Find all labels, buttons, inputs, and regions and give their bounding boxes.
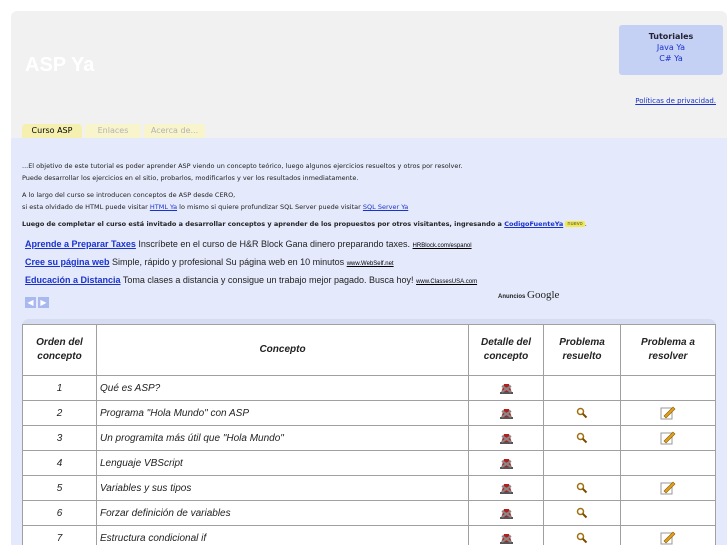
prev-arrow-icon[interactable]: ◀ [25, 297, 36, 308]
html-ya-link[interactable]: HTML Ya [149, 203, 178, 211]
detail-cell[interactable] [469, 451, 544, 476]
row-concept: Un programita más útil que "Hola Mundo" [97, 426, 469, 451]
header [11, 11, 727, 124]
intro-line-1: ...El objetivo de este tutorial es poder aprender ASP viendo un concepto teórico, luego algunos ejercicios resueltos y otros por resolver. [22, 162, 463, 170]
detail-cell[interactable] [469, 376, 544, 401]
intro-line-5-pre: Luego de completar el curso está invitado a desarrollar conceptos y aprender de los propuestos por otros visitantes, ingresando a [22, 220, 505, 228]
intro-line-4-mid: lo mismo si quiere profundizar SQL Server puede visitar [177, 203, 363, 211]
ad-3-title[interactable]: Educación a Distancia [25, 275, 121, 285]
intro-line-4-pre: si esta olvidado de HTML puede visitar [22, 203, 150, 211]
red-hat-icon[interactable] [498, 458, 515, 469]
red-hat-icon[interactable] [498, 408, 515, 419]
privacy-link[interactable]: Políticas de privacidad. [635, 97, 716, 105]
solved-cell[interactable] [544, 526, 621, 545]
row-number: 6 [23, 501, 97, 526]
detail-cell[interactable] [469, 476, 544, 501]
ad-2-title[interactable]: Cree su página web [25, 257, 110, 267]
red-hat-icon[interactable] [498, 433, 515, 444]
magnifier-icon[interactable] [576, 508, 588, 519]
row-number: 4 [23, 451, 97, 476]
row-concept: Variables y sus tipos [97, 476, 469, 501]
header-detalle: Detalle del concepto [469, 325, 544, 376]
tab-acerca-de[interactable]: Acerca de... [144, 124, 205, 138]
row-concept: Qué es ASP? [97, 376, 469, 401]
solved-cell[interactable] [544, 401, 621, 426]
table-row [23, 451, 716, 476]
magnifier-icon[interactable] [576, 533, 588, 544]
todo-cell [621, 451, 716, 476]
content-area [11, 138, 727, 545]
todo-cell[interactable] [621, 426, 716, 451]
table-row [23, 401, 716, 426]
tutorials-box [619, 25, 723, 75]
table-row [23, 426, 716, 451]
table-body [23, 376, 716, 545]
pencil-paper-icon[interactable] [659, 408, 677, 419]
ads-label: Anuncios [498, 294, 528, 300]
todo-cell [621, 376, 716, 401]
concepts-table [22, 324, 716, 545]
ad-1-title[interactable]: Aprende a Preparar Taxes [25, 239, 136, 249]
red-hat-icon[interactable] [498, 483, 515, 494]
pencil-paper-icon[interactable] [659, 533, 677, 544]
red-hat-icon[interactable] [498, 533, 515, 544]
pencil-paper-icon[interactable] [659, 433, 677, 444]
header-problema-resuelto: Problema resuelto [544, 325, 621, 376]
todo-cell[interactable] [621, 476, 716, 501]
todo-cell[interactable] [621, 526, 716, 545]
next-arrow-icon[interactable]: ▶ [38, 297, 49, 308]
magnifier-icon[interactable] [576, 408, 588, 419]
solved-cell [544, 376, 621, 401]
header-concepto: Concepto [97, 325, 469, 376]
codigofuenteya-link[interactable]: CodigoFuenteYa [504, 220, 564, 228]
row-number: 5 [23, 476, 97, 501]
table-row [23, 376, 716, 401]
ad-1 [25, 239, 472, 249]
todo-cell[interactable] [621, 401, 716, 426]
sql-server-ya-link[interactable]: SQL Server Ya [362, 203, 409, 211]
detail-cell[interactable] [469, 501, 544, 526]
ad-1-text: Inscríbete en el curso de H&R Block Gana dinero preparando taxes. [135, 239, 413, 249]
magnifier-icon[interactable] [576, 433, 588, 444]
ads-by-google[interactable] [498, 289, 559, 301]
site-title: ASP Ya [25, 54, 95, 76]
ad-3-text: Toma clases a distancia y consigue un trabajo mejor pagado. Busca hoy! [120, 275, 417, 285]
google-logo: Google [527, 289, 560, 301]
row-concept: Lenguaje VBScript [97, 451, 469, 476]
row-number: 1 [23, 376, 97, 401]
pencil-paper-icon[interactable] [659, 483, 677, 494]
intro-line-5-end: . [584, 220, 587, 228]
row-number: 7 [23, 526, 97, 545]
solved-cell[interactable] [544, 476, 621, 501]
ad-3 [25, 275, 477, 285]
table-row [23, 476, 716, 501]
row-number: 2 [23, 401, 97, 426]
row-concept: Programa "Hola Mundo" con ASP [97, 401, 469, 426]
ad-1-url[interactable]: HRBlock.com/espanol [412, 243, 472, 249]
header-orden: Orden del concepto [23, 325, 97, 376]
row-concept: Forzar definición de variables [97, 501, 469, 526]
header-problema-resolver: Problema a resolver [621, 325, 716, 376]
tutorials-title: Tutoriales [648, 32, 694, 41]
ad-nav [25, 290, 51, 309]
solved-cell[interactable] [544, 501, 621, 526]
tab-bar [11, 124, 727, 138]
table-row [23, 501, 716, 526]
intro-line-3: A lo largo del curso se introducen conceptos de ASP desde CERO, [22, 191, 236, 199]
new-badge: nuevo [567, 221, 583, 227]
solved-cell [544, 451, 621, 476]
ad-2-url[interactable]: www.WebSelf.net [346, 261, 394, 267]
detail-cell[interactable] [469, 401, 544, 426]
solved-cell[interactable] [544, 426, 621, 451]
magnifier-icon[interactable] [576, 483, 588, 494]
tab-enlaces[interactable]: Enlaces [85, 124, 141, 138]
todo-cell [621, 501, 716, 526]
row-concept: Estructura condicional if [97, 526, 469, 545]
intro-line-5 [22, 220, 587, 228]
red-hat-icon[interactable] [498, 383, 515, 394]
ad-2 [25, 257, 394, 267]
row-number: 3 [23, 426, 97, 451]
link-csharp-ya[interactable]: C# Ya [659, 54, 683, 63]
detail-cell[interactable] [469, 426, 544, 451]
intro-line-4 [22, 203, 408, 211]
page [11, 11, 727, 545]
link-java-ya[interactable]: Java Ya [656, 43, 686, 52]
ad-2-text: Simple, rápido y profesional Su página web en 10 minutos [109, 257, 347, 267]
table-row [23, 526, 716, 545]
red-hat-icon[interactable] [498, 508, 515, 519]
tab-curso-asp[interactable]: Curso ASP [22, 124, 82, 138]
intro-line-2: Puede desarrollar los ejercicios en el sitio, probarlos, modificarlos y ver los resultados inmediatamente. [22, 174, 359, 182]
ad-3-url[interactable]: www.ClassesUSA.com [416, 279, 478, 285]
table-header-row [23, 325, 716, 376]
detail-cell[interactable] [469, 526, 544, 545]
